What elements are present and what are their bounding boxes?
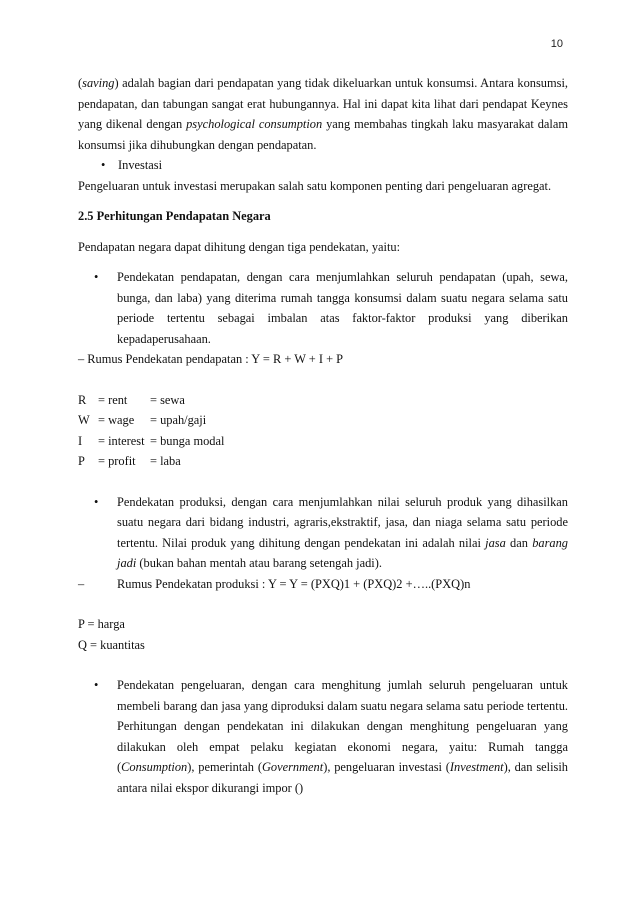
bullet-icon: •: [94, 270, 99, 284]
intro-text: Pendapatan negara dapat dihitung dengan tiga pendekatan, yaitu:: [78, 239, 401, 254]
paragraph-saving: (saving) adalah bagian dari pendapatan yang tidak dikeluarkan untuk konsumsi. Antara konsumsi, pendapatan, dan tabungan sangat erat hubungannya. Hal ini dapat kita lihat dari pendapat Keynes yang dikenal dengan psychological consumption yang membahas tingkah laku masyarakat dalam konsumsi jika dihubungkan dengan pendapatan.: [78, 76, 568, 152]
paragraph-investasi: Pengeluaran untuk investasi merupakan salah satu komponen penting dari pengeluaran agregat.: [78, 178, 552, 193]
term-government: Government: [261, 760, 324, 774]
definition-row: W = wage = upah/gaji: [78, 413, 207, 427]
income-definitions: [78, 390, 568, 472]
bullet-approach-expenditure: • Pendekatan pengeluaran, dengan cara menghitung jumlah seluruh pengeluaran untuk membeli barang dan jasa yang diproduksi dalam suatu negara selama satu periode tertentu. Perhitungan dengan pendekatan ini dilakukan dengan menghitung pengeluaran yang dilakukan oleh empat pelaku kegiatan ekonomi negara, yaitu: Rumah tangga (Consumption), pemerintah (Government), pengeluaran investasi (Investment), dan selisih antara nilai ekspor dikurangi impor (): [78, 675, 568, 798]
term-saving: saving: [82, 76, 115, 90]
page-number: 10: [550, 38, 563, 50]
term-jasa: jasa: [485, 535, 506, 550]
definition-q: Q = kuantitas: [78, 637, 145, 652]
term-psychological-consumption: psychological consumption: [186, 117, 323, 131]
definition-row: P = profit = laba: [78, 454, 181, 468]
definition-p: P = harga: [78, 617, 125, 631]
bullet-icon: •: [101, 158, 106, 172]
formula-income: – Rumus Pendekatan pendapatan : Y = R + W + I + P: [78, 352, 344, 366]
definition-row: I = interest = bunga modal: [78, 433, 225, 448]
definition-row: R = rent = sewa: [78, 392, 185, 407]
bullet-icon: •: [94, 678, 99, 692]
section-heading: 2.5 Perhitungan Pendapatan Negara: [78, 209, 271, 223]
term-investment: Investment: [449, 760, 504, 774]
document-body: [78, 73, 568, 798]
term-consumption: Consumption: [121, 760, 188, 774]
bullet-approach-production: • Pendekatan produksi, dengan cara menjumlahkan nilai seluruh produk yang dihasilkan suatu negara dari bidang industri, agraris,ekstraktif, jasa, dan niaga selama satu periode tertentu. Nilai produk yang dihitung dengan pendekatan ini adalah nilai jasa dan barang jadi (bukan bahan mentah atau barang setengah jadi).: [78, 492, 568, 574]
bullet-icon: •: [94, 494, 99, 509]
term-barang-jadi: barang jadi: [117, 535, 568, 570]
bullet-investasi: • Investasi: [78, 155, 568, 176]
formula-production: – Rumus Pendekatan produksi : Y = Y = (PXQ)1 + (PXQ)2 +…..(PXQ)n: [78, 576, 471, 591]
bullet-approach-income: • Pendekatan pendapatan, dengan cara menjumlahkan seluruh pendapatan (upah, sewa, bunga, dan laba) yang diterima rumah tangga konsumsi dalam suatu negara selama satu periode tertentu sebagai imbalan atas faktor-faktor produksi yang diberikan kepadaperusahaan.: [78, 267, 568, 349]
